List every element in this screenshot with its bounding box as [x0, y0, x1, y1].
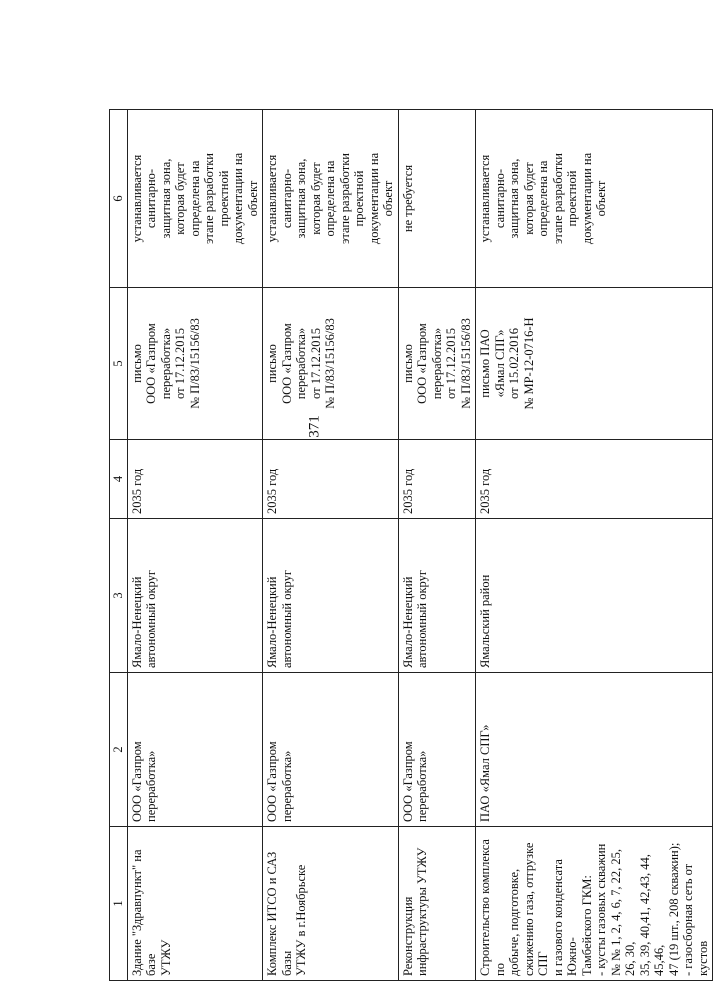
cell-line: этапе разработки: [337, 153, 352, 244]
cell-line: - газосборная сеть от кустов: [681, 863, 710, 976]
table-row: [127, 110, 263, 981]
zone-note-cell: [398, 110, 476, 288]
table-row: [263, 110, 399, 981]
cell-line: письмо: [400, 344, 415, 383]
cell-line: устанавливается: [265, 154, 279, 243]
page-number: 371: [306, 415, 323, 438]
header-col-5: 5: [110, 288, 128, 440]
location-cell: [398, 519, 476, 673]
cell-line: защитная зона,: [507, 158, 521, 239]
source-cell: [476, 288, 713, 440]
cell-line: УТЖУ в г.Ноябрьске: [294, 864, 308, 976]
cell-line: санитарно-: [279, 168, 294, 229]
header-col-3: 3: [110, 519, 128, 673]
cell-line: этапе разработки: [550, 153, 565, 244]
cell-line: письмо ПАО: [478, 329, 492, 398]
organization-cell: [127, 673, 263, 827]
year-cell: 2035 год: [398, 440, 476, 519]
cell-line: № П/83/15156/83: [458, 318, 473, 409]
object-name-cell: [127, 827, 263, 981]
cell-line: письмо: [265, 344, 279, 383]
source-cell: [127, 288, 263, 440]
cell-line: - кусты газовых скважин: [594, 843, 608, 976]
table-container: [109, 152, 710, 981]
header-col-2: 2: [110, 673, 128, 827]
cell-line: объект: [245, 180, 260, 217]
cell-line: определена на: [323, 160, 337, 237]
cell-line: которая будет: [308, 162, 323, 235]
cell-line: Тамбейского ГКМ:: [579, 875, 594, 976]
cell-line: документации на: [231, 152, 245, 245]
organization-cell: [398, 673, 476, 827]
cell-line: от 17.12.2015: [173, 328, 187, 399]
cell-line: Строительство комплекса по: [478, 839, 507, 976]
cell-line: ООО «Газпром: [265, 741, 279, 822]
cell-line: ООО «Газпром: [415, 323, 429, 404]
cell-line: автономный округ: [144, 570, 158, 668]
object-name-cell: [398, 827, 476, 981]
cell-line: которая будет: [521, 162, 536, 235]
cell-line: переработка»: [294, 327, 308, 400]
cell-line: устанавливается: [478, 154, 492, 243]
cell-line: определена на: [187, 160, 202, 237]
cell-line: проектной: [216, 170, 231, 227]
cell-line: № МР-12-0716-Н: [521, 317, 536, 410]
cell-line: ООО «Газпром: [279, 323, 294, 404]
zone-note-cell: [476, 110, 713, 288]
cell-line: 47 (19 шт., 208 скважин);: [666, 842, 681, 976]
cell-line: ООО «Газпром: [144, 323, 158, 404]
cell-line: определена на: [536, 160, 550, 237]
location-cell: [476, 519, 713, 673]
cell-line: защитная зона,: [158, 158, 173, 239]
cell-line: № П/83/15156/83: [187, 318, 202, 409]
cell-line: от 15.02.2016: [507, 328, 521, 399]
objects-table: [109, 109, 713, 981]
cell-line: письмо: [129, 344, 144, 383]
cell-line: Реконструкция: [400, 896, 415, 976]
cell-line: автономный округ: [279, 570, 294, 668]
cell-line: не требуется: [400, 164, 415, 233]
cell-line: объект: [381, 180, 395, 217]
cell-line: Ямальский район: [478, 574, 492, 668]
cell-line: проектной: [352, 170, 366, 227]
organization-cell: [476, 673, 713, 827]
cell-line: объект: [594, 180, 608, 217]
cell-line: защитная зона,: [294, 158, 308, 239]
cell-line: от 17.12.2015: [308, 328, 323, 399]
year-cell: 2035 год: [476, 440, 713, 519]
cell-line: Ямало-Ненецкий: [129, 576, 144, 668]
zone-note-cell: [127, 110, 263, 288]
cell-line: от 17.12.2015: [444, 328, 458, 399]
header-col-4: 4: [110, 440, 128, 519]
location-cell: [263, 519, 399, 673]
cell-line: № № 1, 2, 4, 6, 7, 22, 25, 26, 30,: [608, 849, 637, 976]
cell-line: санитарно-: [144, 168, 158, 229]
cell-line: устанавливается: [129, 154, 144, 243]
cell-line: документации на: [579, 152, 594, 245]
cell-line: этапе разработки: [202, 153, 216, 244]
object-name: [130, 831, 174, 976]
cell-line: которая будет: [173, 162, 187, 235]
zone-note-cell: [263, 110, 399, 288]
cell-line: ООО «Газпром: [129, 741, 144, 822]
cell-line: проектной: [565, 170, 579, 227]
location-cell: [127, 519, 263, 673]
cell-line: 35, 39, 40,41, 42,43, 44, 45,46,: [637, 854, 666, 976]
cell-line: Комплекс ИТСО и САЗ базы: [265, 851, 294, 976]
cell-line: ПАО «Ямал СПГ»: [478, 724, 492, 822]
header-row: [110, 110, 128, 981]
cell-line: Ямало-Ненецкий: [265, 576, 279, 668]
cell-line: УТЖУ: [158, 939, 173, 976]
header-col-1: 1: [110, 827, 128, 981]
source-cell: [398, 288, 476, 440]
cell-line: инфраструктуры УТЖУ: [415, 847, 429, 976]
cell-line: переработка»: [144, 750, 158, 822]
year-cell: 2035 год: [127, 440, 263, 519]
cell-line: переработка»: [158, 327, 173, 400]
cell-line: переработка»: [415, 750, 429, 822]
cell-line: добыче, подготовке,: [507, 868, 521, 976]
organization-cell: [263, 673, 399, 827]
cell-line: автономный округ: [415, 570, 429, 668]
cell-line: переработка»: [279, 750, 294, 822]
table-row: [398, 110, 476, 981]
cell-line: переработка»: [429, 327, 444, 400]
object-name-cell: [263, 827, 399, 981]
header-col-6: 6: [110, 110, 128, 288]
cell-line: сжижению газа, отгрузке СПГ: [521, 842, 550, 976]
object-name-cell: [476, 827, 713, 981]
cell-line: Здание "Здравпункт" на базе: [129, 849, 158, 976]
cell-line: Ямало-Ненецкий: [400, 576, 415, 668]
source-cell: [263, 288, 399, 440]
cell-line: санитарно-: [492, 168, 507, 229]
cell-line: ООО «Газпром: [400, 741, 415, 822]
table-row: [476, 110, 713, 981]
year-cell: 2035 год: [263, 440, 399, 519]
cell-line: документации на: [366, 152, 381, 245]
cell-line: № П/83/15156/83: [323, 318, 337, 409]
cell-line: «Ямал СПГ»: [492, 329, 507, 398]
cell-line: и газового конденсата Южно-: [550, 859, 579, 976]
